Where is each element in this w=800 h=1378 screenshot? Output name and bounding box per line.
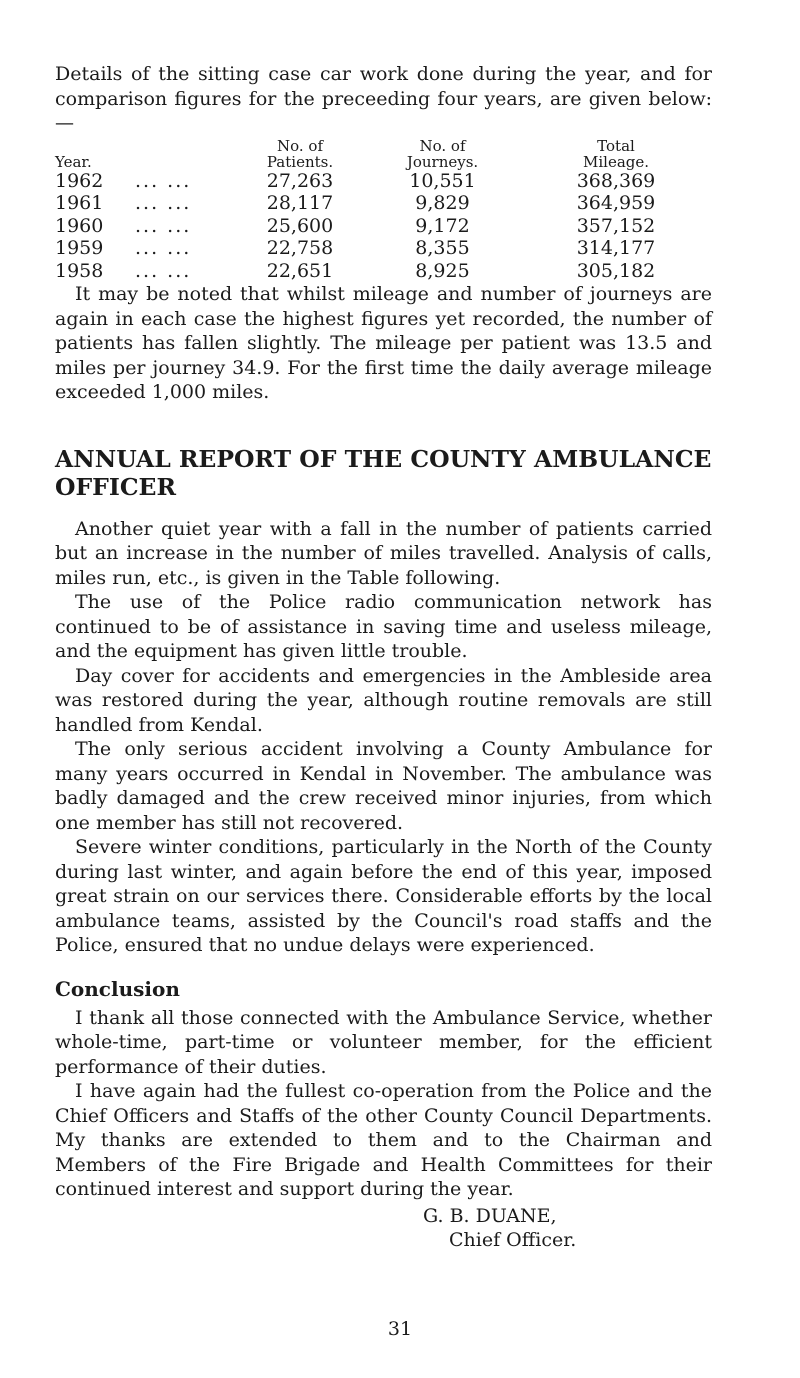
- row-mileage: 305,182: [576, 259, 656, 282]
- row-patients: 25,600: [266, 214, 334, 237]
- table-row: [55, 215, 712, 238]
- report-paragraph: Severe winter conditions, particularly in the North of the County during last winter, and again before the end of this year, imposed great strain on our services there. Considerable efforts by the local ambulance teams, assisted by the Council's road staffs and the Police, ensured that no undue delays were experienced.: [55, 836, 712, 956]
- header-mileage-line1: Total: [597, 136, 635, 155]
- sitting-case-car-table: [55, 138, 712, 283]
- row-journeys: 9,829: [415, 192, 470, 214]
- conclusion-heading: Conclusion: [55, 976, 180, 1001]
- row-year: 1961: [55, 192, 104, 214]
- row-year: 1959: [55, 237, 104, 259]
- signature-title: Chief Officer.: [449, 1229, 577, 1251]
- report-paragraph: Another quiet year with a fall in the number of patients carried but an increase in the number of miles travelled. Analysis of calls, miles run, etc., is given in the Table following.: [55, 517, 712, 589]
- row-year: 1962: [55, 169, 104, 192]
- document-page: [55, 62, 712, 1253]
- intro-paragraph: Details of the sitting case car work done during the year, and for comparison figures for the preceeding four years, are given below: —: [55, 63, 712, 134]
- row-mileage: 314,177: [576, 237, 656, 259]
- signature-name: G. B. DUANE,: [423, 1204, 557, 1227]
- section-heading: ANNUAL REPORT OF THE COUNTY AMBULANCE OFFICER: [55, 444, 712, 501]
- row-patients: 22,651: [266, 259, 334, 282]
- row-leader-dots: ... ...: [135, 192, 192, 214]
- conclusion-paragraph: I thank all those connected with the Ambulance Service, whether whole-time, part-time or volunteer member, for the efficient performance of their duties.: [55, 1006, 712, 1078]
- signature-block: [423, 1204, 712, 1253]
- header-mileage-line2: Mileage.: [582, 152, 650, 171]
- row-journeys: 8,925: [415, 259, 470, 282]
- header-journeys-line1: No. of: [419, 136, 466, 155]
- header-journeys-line2: Journeys.: [406, 152, 479, 171]
- row-patients: 22,758: [266, 237, 334, 259]
- summary-paragraph: It may be noted that whilst mileage and number of journeys are again in each case the highest figures yet recorded, the number of patients has fallen slightly. The mileage per patient was 13.5 and miles per journey 34.9. For the first time the daily average mileage exceeded 1,000 miles.: [55, 283, 712, 403]
- conclusion-paragraph: I have again had the fullest co-operation from the Police and the Chief Officers and Staffs of the other County Council Departments. My thanks are extended to them and to the Chairman and Members of the Fire Brigade and Health Committees for their continued interest and support during the year.: [55, 1080, 712, 1200]
- row-leader-dots: ... ...: [135, 214, 192, 237]
- page-number: 31: [387, 1318, 413, 1340]
- row-leader-dots: ... ...: [135, 259, 192, 282]
- table-row: [55, 237, 712, 260]
- row-patients: 28,117: [266, 192, 334, 214]
- header-patients-line2: Patients.: [266, 152, 334, 171]
- row-journeys: 8,355: [415, 237, 470, 259]
- table-header-row-1: [55, 138, 712, 154]
- report-paragraph: The only serious accident involving a County Ambulance for many years occurred in Kendal in November. The ambulance was badly damaged and the crew received minor injuries, from which one member has still not recovered.: [55, 738, 712, 834]
- row-year: 1958: [55, 259, 104, 282]
- header-year: Year.: [55, 152, 92, 171]
- row-year: 1960: [55, 214, 104, 237]
- row-mileage: 364,959: [576, 192, 656, 214]
- row-mileage: 368,369: [576, 169, 656, 192]
- table-row: [55, 260, 712, 283]
- row-patients: 27,263: [266, 169, 334, 192]
- row-journeys: 9,172: [415, 214, 470, 237]
- table-header-row-2: [55, 154, 712, 170]
- report-paragraph: Day cover for accidents and emergencies in the Ambleside area was restored during the year, although routine removals are still handled from Kendal.: [55, 664, 712, 736]
- row-mileage: 357,152: [576, 214, 656, 237]
- table-row: [55, 170, 712, 193]
- row-leader-dots: ... ...: [135, 237, 192, 259]
- report-paragraph: The use of the Police radio communication network has continued to be of assistance in saving time and useless mileage, and the equipment has given little trouble.: [55, 591, 712, 662]
- header-patients-line1: No. of: [276, 136, 323, 155]
- row-leader-dots: ... ...: [135, 169, 192, 192]
- table-row: [55, 192, 712, 215]
- row-journeys: 10,551: [409, 169, 476, 192]
